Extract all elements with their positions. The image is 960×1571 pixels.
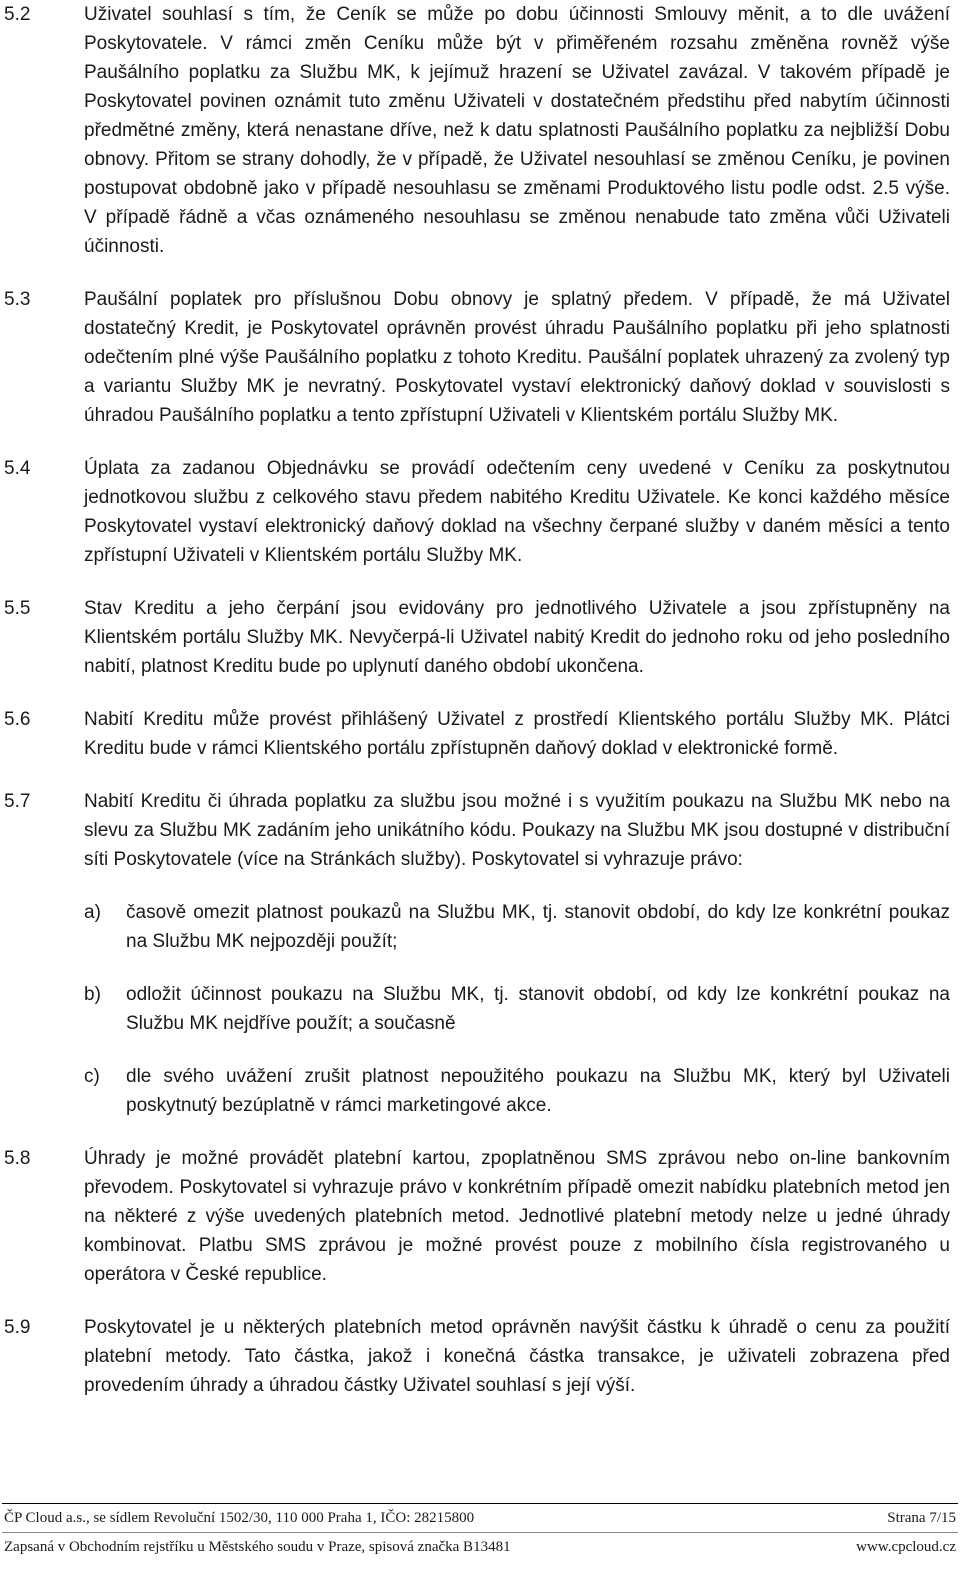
section-number: 5.8 <box>4 1148 31 1169</box>
list-item-text: odložit účinnost poukazu na Službu MK, tj. stanovit období, od kdy lze konkrétní poukaz na Službu MK nejdříve použít; a současně <box>126 984 950 1034</box>
section-5-6 <box>0 705 960 763</box>
section-body <box>84 454 950 570</box>
section-text: Stav Kreditu a jeho čerpání jsou evidovány pro jednotlivého Uživatele a jsou zpřístupněny na Klientském portálu Služby MK. Nevyčerpá-li Uživatel nabitý Kredit do jednoho roku od jeho posledního nabití, platnost Kreditu bude po uplynutí daného období ukončena. <box>84 598 950 677</box>
section-5-7 <box>0 787 960 1120</box>
section-5-3 <box>0 285 960 430</box>
section-text: Úplata za zadanou Objednávku se provádí odečtením ceny uvedené v Ceníku za poskytnutou jednotkovou službu z celkového stavu předem nabitého Kreditu Uživatele. Ke konci každého měsíce Poskytovatel vystaví elektronický daňový doklad na všechny čerpané služby v daném měsíci a tento zpřístupní Uživateli v Klientském portálu Služby MK. <box>84 458 950 566</box>
section-body <box>84 1313 950 1400</box>
section-body <box>84 705 950 763</box>
section-5-4 <box>0 454 960 570</box>
section-number: 5.3 <box>4 289 31 310</box>
list-item <box>84 980 950 1038</box>
section-number: 5.2 <box>4 4 31 25</box>
section-body <box>84 285 950 430</box>
section-5-9 <box>0 1313 960 1400</box>
section-body <box>84 1144 950 1289</box>
list-letter: a) <box>84 902 101 923</box>
section-text: Nabití Kreditu může provést přihlášený Uživatel z prostředí Klientského portálu Služby MK. Plátci Kreditu bude v rámci Klientského portálu zpřístupněn daňový doklad v elektronické formě. <box>84 709 950 759</box>
section-body <box>84 787 950 1120</box>
list-item-text: časově omezit platnost poukazů na Službu MK, tj. stanovit období, do kdy lze konkrétní poukaz na Službu MK nejpozději použít; <box>126 902 950 952</box>
registry-info: Zapsaná v Obchodním rejstříku u Městského soudu v Praze, spisová značka B13481 <box>4 1539 511 1555</box>
list-item <box>84 898 950 956</box>
list-item <box>84 1062 950 1120</box>
section-text: Nabití Kreditu či úhrada poplatku za službu jsou možné i s využitím poukazu na Službu MK nebo na slevu za Službu MK zadáním jeho unikátního kódu. Poukazy na Službu MK jsou dostupné v distribuční síti Poskytovatele (více na Stránkách služby). Poskytovatel si vyhrazuje právo: <box>84 791 950 870</box>
reservation-list <box>84 898 950 1120</box>
page-number: Strana 7/15 <box>887 1510 956 1526</box>
section-number: 5.6 <box>4 709 31 730</box>
section-text: Uživatel souhlasí s tím, že Ceník se může po dobu účinnosti Smlouvy měnit, a to dle uvážení Poskytovatele. V rámci změn Ceníku může být v přiměřeném rozsahu změněna rovněž výše Paušálního poplatku za Službu MK, k jejímuž hrazení se Uživatel zavázal. V takovém případě je Poskytovatel povinen oznámit tuto změnu Uživateli v dostatečném předstihu před nabytím účinnosti předmětné změny, která nenastane dříve, než k datu splatnosti Paušálního poplatku za nejbližší Dobu obnovy. Přitom se strany dohodly, že v případě, že Uživatel nesouhlasí se změnou Ceníku, je povinen postupovat obdobně jako v případě nesouhlasu se změnami Produktového listu podle odst. 2.5 výše. V případě řádně a včas oznámeného nesouhlasu se změnou nenabude tato změna vůči Uživateli účinnosti. <box>84 4 950 257</box>
section-5-2 <box>0 0 960 261</box>
section-text: Paušální poplatek pro příslušnou Dobu obnovy je splatný předem. V případě, že má Uživatel dostatečný Kredit, je Poskytovatel oprávněn provést úhradu Paušálního poplatku při jeho splatnosti odečtením plné výše Paušálního poplatku z tohoto Kreditu. Paušální poplatek uhrazený za zvolený typ a variantu Služby MK je nevratný. Poskytovatel vystaví elektronický daňový doklad v souvislosti s úhradou Paušálního poplatku a tento zpřístupní Uživateli v Klientském portálu Služby MK. <box>84 289 950 426</box>
company-info: ČP Cloud a.s., se sídlem Revoluční 1502/30, 110 000 Praha 1, IČO: 28215800 <box>4 1510 475 1526</box>
section-text: Poskytovatel je u některých platebních metod oprávněn navýšit částku k úhradě o cenu za použití platební metody. Tato částka, jakož i konečná částka transakce, je uživateli zobrazena před provedením úhrady a úhradou částky Uživatel souhlasí s její výší. <box>84 1317 950 1396</box>
section-number: 5.4 <box>4 458 31 479</box>
section-body <box>84 0 950 261</box>
section-text: Úhrady je možné provádět platební kartou, zpoplatněnou SMS zprávou nebo on-line bankovním převodem. Poskytovatel si vyhrazuje právo v konkrétním případě omezit nabídku platebních metod jen na některé z výše uvedených platebních metod. Jednotlivé platební metody nelze u jedné úhrady kombinovat. Platbu SMS zprávou je možné provést pouze z mobilního čísla registrovaného u operátora v České republice. <box>84 1148 950 1285</box>
section-number: 5.7 <box>4 791 31 812</box>
footer-row-registry <box>0 1533 960 1561</box>
section-5-8 <box>0 1144 960 1289</box>
list-item-text: dle svého uvážení zrušit platnost nepoužitého poukazu na Službu MK, který byl Uživateli poskytnutý bezúplatně v rámci marketingové akce. <box>126 1066 950 1116</box>
section-5-5 <box>0 594 960 681</box>
list-letter: c) <box>84 1066 100 1087</box>
section-body <box>84 594 950 681</box>
list-letter: b) <box>84 984 101 1005</box>
section-number: 5.9 <box>4 1317 31 1338</box>
page-footer <box>0 1503 960 1561</box>
footer-row-company <box>0 1504 960 1532</box>
section-number: 5.5 <box>4 598 31 619</box>
website-link[interactable]: www.cpcloud.cz <box>856 1539 956 1555</box>
